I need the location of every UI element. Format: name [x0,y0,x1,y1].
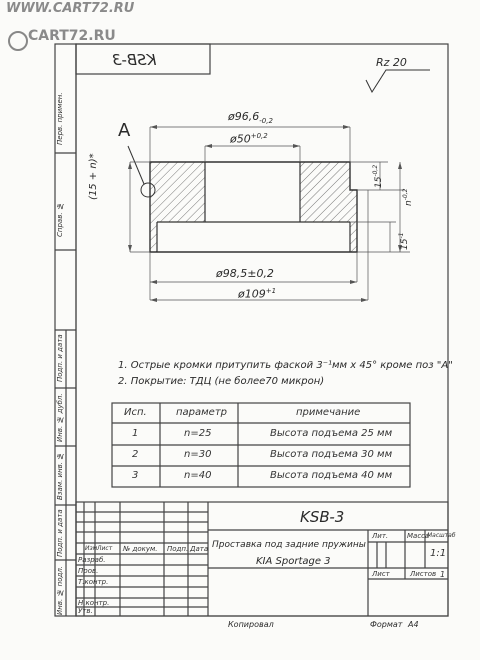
role-prov: Пров. [78,567,99,575]
role-utv: Утв. [78,607,93,615]
sheets-value: 1 [440,570,446,579]
dim-bore: $ø50^{+0,2}$ [230,132,268,146]
dim-base-dia: ø98,5±0,2 [216,267,274,280]
dim-15-bottom: $15^{-1}$ [398,232,410,250]
side-label-podp-2: Подп. и дата [56,509,64,557]
side-label-vzam-inv: Взам. инв. № [56,451,64,500]
footer-copied: Копировал [228,620,274,629]
dim-outer-top: $ø96,6_{-0,2}$ [228,110,273,126]
col-doc: № докум. [123,545,158,553]
watermark-logo: CART72.RU [8,28,114,48]
table-cell: Высота подъема 30 мм [270,449,393,460]
roughness-label: Rz 20 [376,56,407,69]
table-header-isp: Исп. [124,407,147,418]
role-nkontr: Н.контр. [78,599,110,607]
note-1: 1. Острые кромки притупить фаской 3⁻¹мм x 45° кроме поз "А" [118,360,453,371]
table-cell: 3 [132,470,139,481]
table-cell: Высота подъема 40 мм [270,470,393,481]
table-cell: 1 [132,428,139,439]
side-label-perv-primen: Перв. примен. [56,92,64,145]
sheet-label: Лист [372,570,390,578]
footer-format-value: А4 [408,620,419,629]
role-razrab: Разраб. [78,556,106,564]
sheets-label: Листов [410,570,437,578]
table-header-param: параметр [176,407,228,418]
table-cell: Высота подъема 25 мм [270,428,393,439]
col-izm: Изм [85,545,98,552]
table-cell: n=25 [184,428,212,439]
stamp-code-mirrored: KSB-3 [112,51,157,69]
col-lit: Лит. [372,532,389,540]
dim-height-left: (15 + n)* [88,153,99,200]
dim-15-top: $15^{-0,2}$ [372,164,384,188]
title-block-code: KSB-3 [300,508,345,526]
table-cell: n=40 [184,470,212,481]
title-block-name-1: Проставка под задние пружины [212,540,366,550]
col-mass: Масса [407,532,430,540]
note-2: 2. Покрытие: ТДЦ (не более70 микрон) [118,376,325,387]
scale-value: 1:1 [430,548,447,559]
side-label-inv-dubl: Инв. № дубл. [56,393,64,443]
table-cell: n=30 [184,449,212,460]
title-block-name-2: KIA Sportage 3 [256,556,331,567]
side-label-podp-1: Подп. и дата [56,334,64,382]
table-cell: 2 [132,449,139,460]
col-scale: Масштаб [427,532,456,539]
col-list: Лист [97,545,113,552]
footer-format-label: Формат [370,620,403,629]
dim-overall-dia: $ø109^{+1}$ [238,287,277,301]
col-sign: Подп. [167,545,189,553]
role-tkontr: Т.контр. [78,578,109,586]
side-label-sprav: Справ. № [56,202,64,238]
part-section [128,146,357,252]
side-label-inv-podl: Инв. № подл. [56,565,64,615]
watermark-url: WWW.CART72.RU [6,1,135,16]
col-date: Дата [190,545,209,553]
table-header-note: примечание [296,407,361,418]
dim-n: $n^{-0,2}$ [402,188,414,206]
view-label: A [118,120,131,141]
